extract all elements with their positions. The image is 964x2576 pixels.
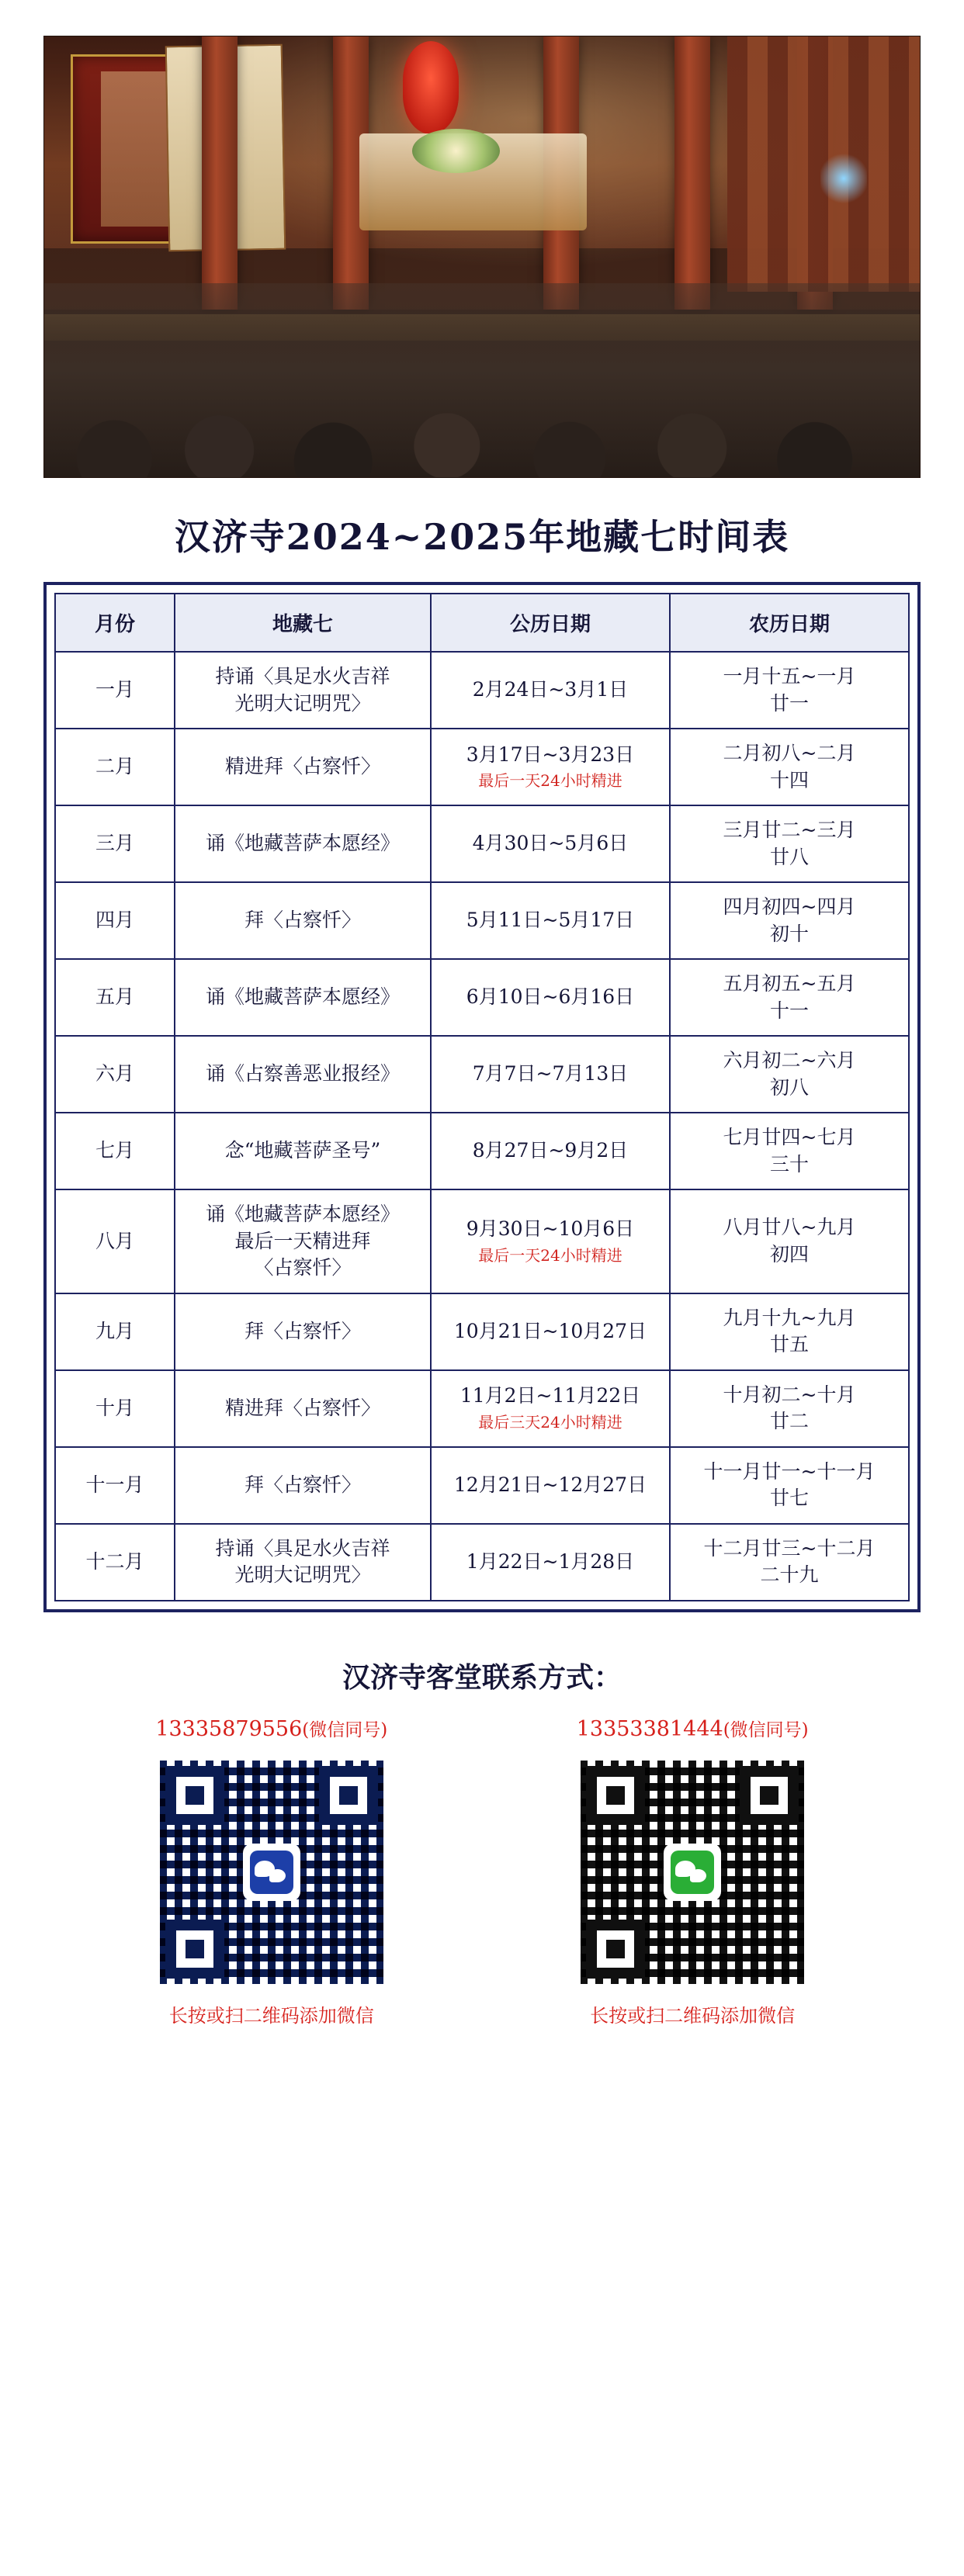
cell-lunar-date: 七月廿四~七月 三十 xyxy=(670,1113,909,1189)
cell-solar-date: 1月22日~1月28日 xyxy=(431,1524,670,1601)
cell-practice: 精进拜〈占察忏〉 xyxy=(175,1370,431,1447)
schedule-table xyxy=(54,593,910,1601)
wechat-qr-code-left[interactable] xyxy=(159,1760,384,1985)
wechat-logo-icon xyxy=(243,1844,300,1901)
table-row xyxy=(55,882,909,959)
cell-lunar-date: 四月初四~四月 初十 xyxy=(670,882,909,959)
qr-block-right xyxy=(508,1760,878,2027)
cell-practice: 精进拜〈占察忏〉 xyxy=(175,729,431,805)
cell-solar-date: 11月2日~11月22日 最后三天24小时精进 xyxy=(431,1370,670,1447)
cell-practice: 拜〈占察忏〉 xyxy=(175,1447,431,1524)
table-row xyxy=(55,805,909,882)
qr-caption-left: 长按或扫二维码添加微信 xyxy=(168,2004,374,2027)
cell-solar-date: 8月27日~9月2日 xyxy=(431,1113,670,1189)
phone-number-1[interactable] xyxy=(155,1716,387,1741)
column-header-lunar-date: 农历日期 xyxy=(670,594,909,652)
cell-month: 三月 xyxy=(55,805,175,882)
qr-finder-icon xyxy=(165,1920,224,1979)
cell-month: 八月 xyxy=(55,1189,175,1293)
blue-light-glow xyxy=(820,151,867,206)
cell-solar-date: 12月21日~12月27日 xyxy=(431,1447,670,1524)
table-row xyxy=(55,1189,909,1293)
table-header-row xyxy=(55,594,909,652)
cell-solar-date: 3月17日~3月23日 最后一天24小时精进 xyxy=(431,729,670,805)
qr-caption-right: 长按或扫二维码添加微信 xyxy=(590,2004,796,2027)
qr-finder-icon xyxy=(165,1766,224,1825)
red-lantern xyxy=(403,41,459,134)
cell-month: 四月 xyxy=(55,882,175,959)
cell-month: 六月 xyxy=(55,1036,175,1113)
cell-month: 二月 xyxy=(55,729,175,805)
temple-hall-photo xyxy=(43,36,921,478)
cell-month: 七月 xyxy=(55,1113,175,1189)
cell-lunar-date: 十一月廿一~十一月 廿七 xyxy=(670,1447,909,1524)
column-header-practice: 地藏七 xyxy=(175,594,431,652)
qr-block-left xyxy=(86,1760,456,2027)
cell-practice: 诵《占察善恶业报经》 xyxy=(175,1036,431,1113)
cell-month: 九月 xyxy=(55,1293,175,1370)
qr-finder-icon xyxy=(319,1766,378,1825)
cell-solar-date: 5月11日~5月17日 xyxy=(431,882,670,959)
cell-solar-date: 10月21日~10月27日 xyxy=(431,1293,670,1370)
phone-number-2[interactable] xyxy=(577,1716,809,1741)
cell-lunar-date: 九月十九~九月 廿五 xyxy=(670,1293,909,1370)
phone-number-1-digits: 13335879556 xyxy=(155,1716,303,1741)
cell-solar-date: 9月30日~10月6日 最后一天24小时精进 xyxy=(431,1189,670,1293)
schedule-table-body xyxy=(55,652,909,1601)
cell-practice: 诵《地藏菩萨本愿经》 最后一天精进拜 〈占察忏〉 xyxy=(175,1189,431,1293)
table-row xyxy=(55,959,909,1036)
schedule-table-frame xyxy=(43,582,921,1612)
table-row xyxy=(55,729,909,805)
cell-lunar-date: 八月廿八~九月 初四 xyxy=(670,1189,909,1293)
contact-title: 汉济寺客堂联系方式： xyxy=(342,1660,622,1694)
cell-month: 十二月 xyxy=(55,1524,175,1601)
hall-pillar xyxy=(202,36,238,310)
cell-month: 十一月 xyxy=(55,1447,175,1524)
row-note: 最后一天24小时精进 xyxy=(478,1245,622,1265)
table-row xyxy=(55,652,909,729)
phone-number-1-suffix: (微信同号) xyxy=(302,1719,388,1740)
column-header-solar-date: 公历日期 xyxy=(431,594,670,652)
table-row xyxy=(55,1447,909,1524)
qr-finder-icon xyxy=(586,1766,645,1825)
cell-lunar-date: 二月初八~二月 十四 xyxy=(670,729,909,805)
column-header-month: 月份 xyxy=(55,594,175,652)
table-row xyxy=(55,1036,909,1113)
cell-practice: 持诵〈具足水火吉祥 光明大记明咒〉 xyxy=(175,652,431,729)
cell-lunar-date: 十月初二~十月 廿二 xyxy=(670,1370,909,1447)
cell-month: 十月 xyxy=(55,1370,175,1447)
cell-month: 五月 xyxy=(55,959,175,1036)
table-row xyxy=(55,1293,909,1370)
table-row xyxy=(55,1370,909,1447)
qr-finder-icon xyxy=(740,1766,799,1825)
cell-solar-date: 7月7日~7月13日 xyxy=(431,1036,670,1113)
table-row xyxy=(55,1524,909,1601)
cell-practice: 持诵〈具足水火吉祥 光明大记明咒〉 xyxy=(175,1524,431,1601)
wechat-logo-icon xyxy=(664,1844,721,1901)
flower-arrangement xyxy=(412,129,500,173)
cell-lunar-date: 三月廿二~三月 廿八 xyxy=(670,805,909,882)
qr-code-row xyxy=(61,1760,903,2027)
row-note: 最后一天24小时精进 xyxy=(478,771,622,791)
phone-number-2-digits: 13353381444 xyxy=(576,1716,723,1741)
cell-lunar-date: 六月初二~六月 初八 xyxy=(670,1036,909,1113)
phone-number-row xyxy=(61,1716,903,1741)
cell-solar-date: 6月10日~6月16日 xyxy=(431,959,670,1036)
cell-practice: 拜〈占察忏〉 xyxy=(175,1293,431,1370)
cell-practice: 诵《地藏菩萨本愿经》 xyxy=(175,805,431,882)
table-row xyxy=(55,1113,909,1189)
cell-lunar-date: 十二月廿三~十二月 二十九 xyxy=(670,1524,909,1601)
cell-practice: 诵《地藏菩萨本愿经》 xyxy=(175,959,431,1036)
phone-number-2-suffix: (微信同号) xyxy=(723,1719,809,1740)
page-title: 汉济寺2024~2025年地藏七时间表 xyxy=(174,516,790,558)
seated-congregation xyxy=(44,283,920,477)
cell-practice: 拜〈占察忏〉 xyxy=(175,882,431,959)
row-note: 最后三天24小时精进 xyxy=(478,1412,622,1432)
cell-lunar-date: 五月初五~五月 十一 xyxy=(670,959,909,1036)
cell-solar-date: 4月30日~5月6日 xyxy=(431,805,670,882)
qr-finder-icon xyxy=(586,1920,645,1979)
wechat-qr-code-right[interactable] xyxy=(580,1760,805,1985)
hall-pillar xyxy=(674,36,710,310)
cell-practice: 念“地藏菩萨圣号” xyxy=(175,1113,431,1189)
cell-lunar-date: 一月十五~一月 廿一 xyxy=(670,652,909,729)
cell-month: 一月 xyxy=(55,652,175,729)
cell-solar-date: 2月24日~3月1日 xyxy=(431,652,670,729)
